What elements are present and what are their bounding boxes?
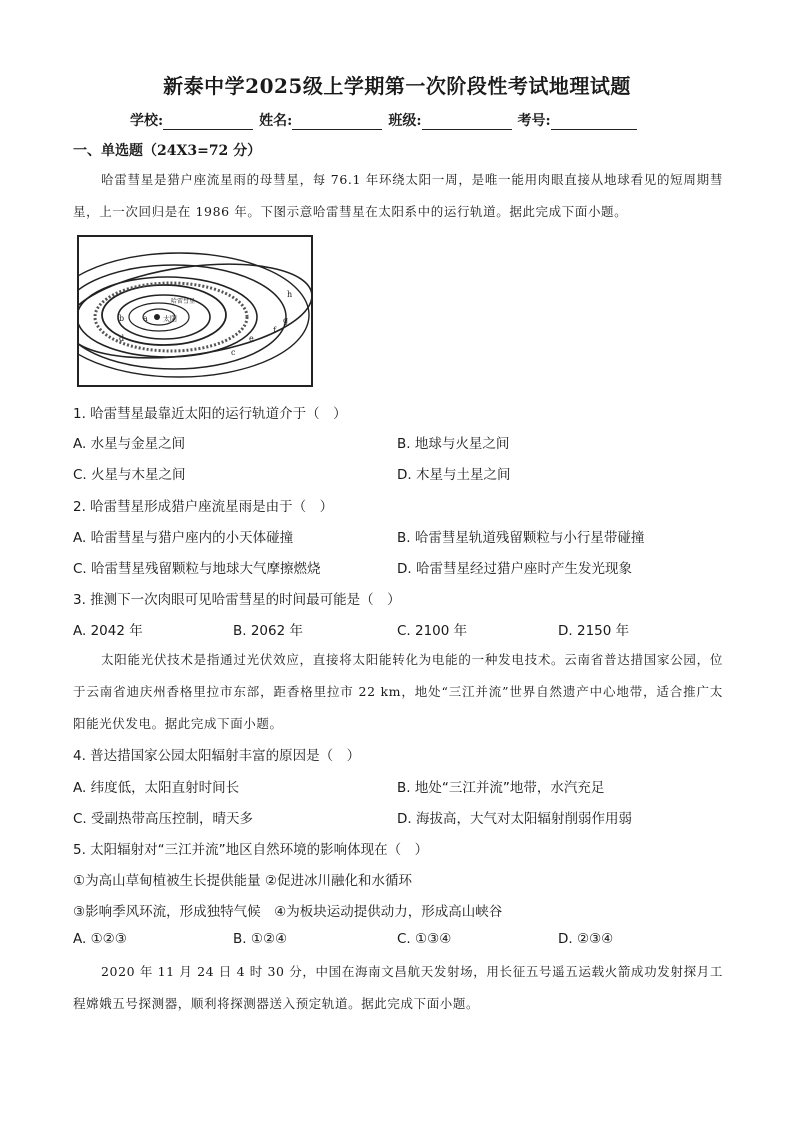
q4-option-a[interactable]: A. 纬度低，太阳直射时间长 [73, 780, 240, 796]
name-blank[interactable] [292, 113, 382, 130]
school-label: 学校: [130, 113, 164, 129]
label-b: b [119, 314, 125, 323]
number-blank[interactable] [551, 113, 637, 130]
label-a: a [143, 314, 148, 323]
q3-option-c[interactable]: C. 2100 年 [397, 623, 468, 639]
comet-orbit [79, 250, 311, 372]
q5-option-d[interactable]: D. ②③④ [558, 931, 614, 947]
q1-option-b[interactable]: B. 地球与火星之间 [397, 436, 510, 452]
q1-option-c[interactable]: C. 火星与木星之间 [73, 467, 186, 483]
q5-statement-2: ③影响季风环流，形成独特气候 ④为板块运动提供动力，形成高山峡谷 [73, 904, 503, 920]
q4-option-b[interactable]: B. 地处“三江并流”地带，水汽充足 [397, 780, 605, 796]
comet-label: 哈雷彗星 [171, 298, 196, 305]
q2-option-a[interactable]: A. 哈雷彗星与猎户座内的小天体碰撞 [73, 530, 294, 546]
number-label: 考号: [517, 113, 551, 129]
class-label: 班级: [388, 113, 422, 129]
q1-option-d[interactable]: D. 木星与土星之间 [397, 467, 511, 483]
q3-option-a[interactable]: A. 2042 年 [73, 623, 143, 639]
label-g: g [283, 316, 289, 325]
q4-option-d[interactable]: D. 海拔高，大气对太阳辐射削弱作用弱 [397, 811, 632, 827]
school-blank[interactable] [163, 113, 253, 130]
passage-halley: 哈雷彗星是猎户座流星雨的母彗星，每 76.1 年环绕太阳一周，是唯一能用肉眼直接从地球看见的短周期彗星，上一次回归是在 1986 年。下图示意哈雷彗星在太阳系中的运行轨道。据此完成下面小题。 [73, 172, 723, 219]
q5-option-a[interactable]: A. ①②③ [73, 931, 127, 947]
q4-option-c[interactable]: C. 受副热带高压控制，晴天多 [73, 811, 254, 827]
sun-dot [154, 314, 160, 320]
question-3-stem: 3. 推测下一次肉眼可见哈雷彗星的时间最可能是（ ） [73, 592, 401, 608]
section-title: 一、单选题（24X3=72 分） [73, 143, 262, 159]
orbit-figure [77, 235, 313, 387]
exam-title: 新泰中学2025级上学期第一次阶段性考试地理试题 [163, 74, 631, 98]
orbit-6 [79, 265, 289, 369]
student-info-line [130, 110, 643, 130]
passage-change5: 2020 年 11 月 24 日 4 时 30 分，中国在海南文昌航天发射场，用长征五号遥五运载火箭成功发射探月工程嫦娥五号探测器，顺利将探测器送入预定轨道。据此完成下面小题。 [73, 964, 723, 1011]
question-1-stem: 1. 哈雷彗星最靠近太阳的运行轨道介于（ ） [73, 406, 347, 422]
name-label: 姓名: [259, 113, 293, 129]
q2-option-c[interactable]: C. 哈雷彗星残留颗粒与地球大气摩擦燃烧 [73, 561, 321, 577]
q5-option-b[interactable]: B. ①②④ [233, 931, 288, 947]
label-f: f [273, 326, 276, 335]
q3-option-d[interactable]: D. 2150 年 [558, 623, 630, 639]
class-blank[interactable] [422, 113, 512, 130]
q1-option-a[interactable]: A. 水星与金星之间 [73, 436, 186, 452]
label-d: d [119, 334, 125, 343]
question-5-stem: 5. 太阳辐射对“三江并流”地区自然环境的影响体现在（ ） [73, 842, 429, 858]
label-c: c [231, 348, 236, 357]
q3-option-b[interactable]: B. 2062 年 [233, 623, 303, 639]
passage-solar: 太阳能光伏技术是指通过光伏效应，直接将太阳能转化为电能的一种发电技术。云南省普达措国家公园，位于云南省迪庆州香格里拉市东部，距香格里拉市 22 km，地处“三江并流”世界自然遗产中心地带，适合推广太阳能光伏发电。据此完成下面小题。 [73, 652, 723, 731]
label-h: h [287, 290, 293, 299]
q5-option-c[interactable]: C. ①③④ [397, 931, 452, 947]
q2-option-d[interactable]: D. 哈雷彗星经过猎户座时产生发光现象 [397, 561, 632, 577]
question-4-stem: 4. 普达措国家公园太阳辐射丰富的原因是（ ） [73, 748, 361, 764]
label-e: e [249, 334, 254, 343]
q5-statement-1: ①为高山草甸植被生长提供能量 ②促进冰川融化和水循环 [73, 873, 412, 889]
sun-label: 太阳 [163, 315, 177, 323]
question-2-stem: 2. 哈雷彗星形成猎户座流星雨是由于（ ） [73, 499, 334, 515]
orbit-diagram [79, 237, 311, 385]
q2-option-b[interactable]: B. 哈雷彗星轨道残留颗粒与小行星带碰撞 [397, 530, 645, 546]
orbit-7 [79, 253, 309, 377]
